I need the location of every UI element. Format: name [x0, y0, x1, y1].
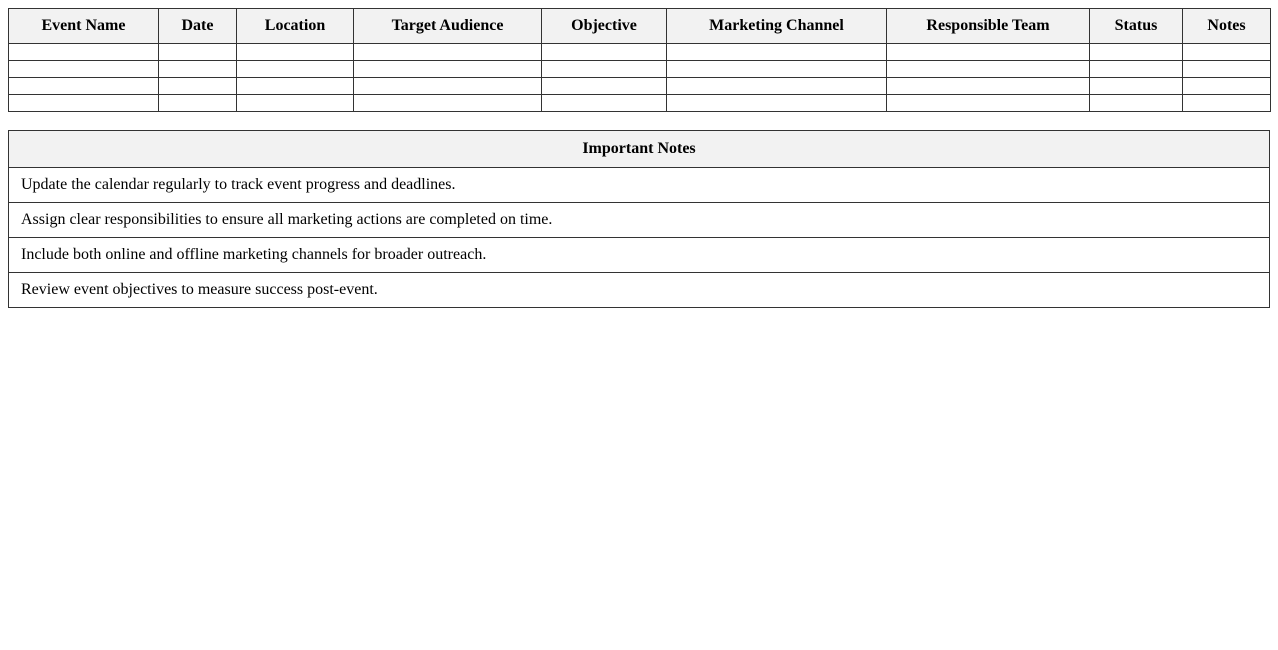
table-cell[interactable] [887, 78, 1090, 95]
table-cell[interactable] [159, 44, 237, 61]
table-cell[interactable] [1183, 61, 1271, 78]
column-header-target-audience: Target Audience [354, 9, 542, 44]
table-cell[interactable] [9, 78, 159, 95]
note-row [9, 238, 1270, 273]
table-cell[interactable] [887, 95, 1090, 112]
note-item: Assign clear responsibilities to ensure all marketing actions are completed on time. [9, 203, 1270, 238]
table-cell[interactable] [237, 78, 354, 95]
table-cell[interactable] [542, 78, 667, 95]
table-cell[interactable] [354, 44, 542, 61]
table-cell[interactable] [159, 95, 237, 112]
column-header-status: Status [1090, 9, 1183, 44]
table-row [9, 61, 1271, 78]
note-item: Include both online and offline marketing channels for broader outreach. [9, 238, 1270, 273]
column-header-location: Location [237, 9, 354, 44]
table-cell[interactable] [887, 44, 1090, 61]
table-cell[interactable] [237, 95, 354, 112]
table-cell[interactable] [9, 95, 159, 112]
table-cell[interactable] [159, 61, 237, 78]
table-row [9, 95, 1271, 112]
table-cell[interactable] [667, 95, 887, 112]
table-cell[interactable] [542, 61, 667, 78]
column-header-date: Date [159, 9, 237, 44]
column-header-responsible-team: Responsible Team [887, 9, 1090, 44]
note-item: Review event objectives to measure success post-event. [9, 273, 1270, 308]
column-header-event-name: Event Name [9, 9, 159, 44]
important-notes-table [8, 130, 1270, 308]
table-cell[interactable] [1090, 78, 1183, 95]
note-row [9, 168, 1270, 203]
table-cell[interactable] [542, 95, 667, 112]
notes-title: Important Notes [9, 131, 1270, 168]
note-item: Update the calendar regularly to track event progress and deadlines. [9, 168, 1270, 203]
table-cell[interactable] [542, 44, 667, 61]
note-row [9, 273, 1270, 308]
table-row [9, 78, 1271, 95]
table-cell[interactable] [1183, 95, 1271, 112]
table-cell[interactable] [237, 44, 354, 61]
table-cell[interactable] [354, 95, 542, 112]
table-cell[interactable] [9, 61, 159, 78]
table-cell[interactable] [159, 78, 237, 95]
column-header-notes: Notes [1183, 9, 1271, 44]
event-calendar-table [8, 8, 1271, 112]
table-cell[interactable] [1183, 44, 1271, 61]
table-cell[interactable] [1090, 95, 1183, 112]
table-cell[interactable] [667, 78, 887, 95]
document-page [0, 0, 1278, 308]
table-row [9, 44, 1271, 61]
table-cell[interactable] [237, 61, 354, 78]
table-cell[interactable] [1090, 61, 1183, 78]
column-header-marketing-channel: Marketing Channel [667, 9, 887, 44]
note-row [9, 203, 1270, 238]
table-cell[interactable] [9, 44, 159, 61]
notes-header-row [9, 131, 1270, 168]
column-header-objective: Objective [542, 9, 667, 44]
table-cell[interactable] [667, 61, 887, 78]
table-header-row [9, 9, 1271, 44]
table-cell[interactable] [667, 44, 887, 61]
table-cell[interactable] [354, 61, 542, 78]
table-cell[interactable] [887, 61, 1090, 78]
table-cell[interactable] [354, 78, 542, 95]
table-cell[interactable] [1090, 44, 1183, 61]
table-cell[interactable] [1183, 78, 1271, 95]
